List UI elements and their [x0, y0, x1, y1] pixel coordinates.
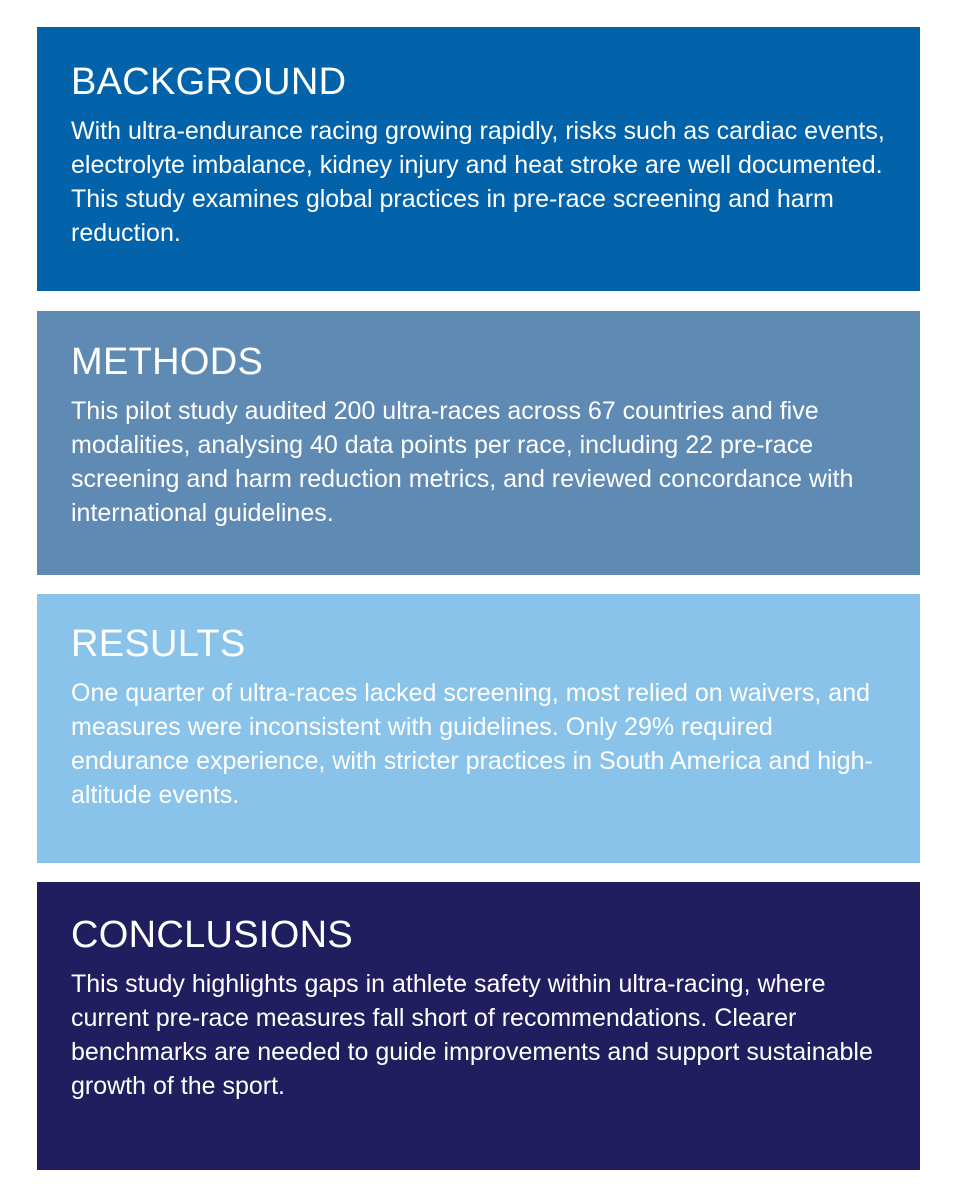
background-text: With ultra-endurance racing growing rapidly, risks such as cardiac events, electrolyte imbalance, kidney injury and heat stroke are well documented. This study examines global practices in pre-race screening and harm reduction. — [71, 117, 885, 247]
conclusions-panel — [37, 882, 920, 1170]
conclusions-text: This study highlights gaps in athlete safety within ultra-racing, where current pre-race measures fall short of recommendations. Clearer benchmarks are needed to guide improvements and support sustainable growth of the sport. — [71, 970, 873, 1100]
methods-text: This pilot study audited 200 ultra-races across 67 countries and five modalities, analysing 40 data points per race, including 22 pre-race screening and harm reduction metrics, and reviewed concordance with international guidelines. — [71, 397, 854, 527]
results-panel — [37, 594, 920, 863]
results-text: One quarter of ultra-races lacked screening, most relied on waivers, and measures were inconsistent with guidelines. Only 29% required endurance experience, with stricter practices in South America and high-altitude events. — [71, 679, 873, 809]
methods-heading: METHODS — [71, 341, 264, 383]
background-heading: BACKGROUND — [71, 61, 347, 103]
conclusions-heading: CONCLUSIONS — [71, 914, 354, 956]
methods-panel — [37, 311, 920, 575]
results-heading: RESULTS — [71, 623, 246, 665]
background-panel — [37, 27, 920, 291]
